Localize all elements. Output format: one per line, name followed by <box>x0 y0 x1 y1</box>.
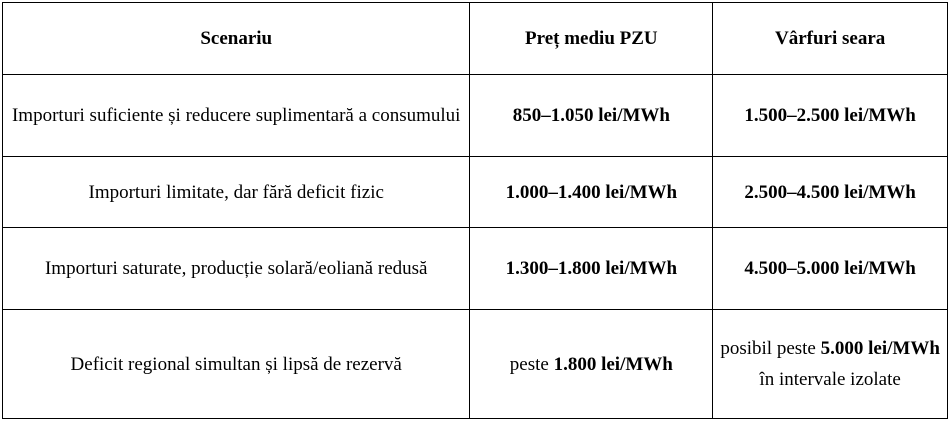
peak-cell: 4.500–5.000 lei/MWh <box>713 228 948 310</box>
peak-cell: 2.500–4.500 lei/MWh <box>713 157 948 228</box>
peak-cell <box>713 310 948 419</box>
price-value: 1.800 lei/MWh <box>553 353 673 375</box>
header-average-price: Preț mediu PZU <box>470 3 713 75</box>
price-cell: 850–1.050 lei/MWh <box>470 75 713 157</box>
price-cell <box>470 310 713 419</box>
price-prefix: peste <box>509 353 554 375</box>
scenario-cell: Importuri limitate, dar fără deficit fizic <box>3 157 470 228</box>
table-row <box>3 157 948 228</box>
scenario-cell: Importuri suficiente și reducere suplimentară a consumului <box>3 75 470 157</box>
price-cell: 1.300–1.800 lei/MWh <box>470 228 713 310</box>
header-evening-peaks: Vârfuri seara <box>713 3 948 75</box>
scenario-cell: Importuri saturate, producție solară/eoliană redusă <box>3 228 470 310</box>
scenario-table <box>2 2 948 419</box>
peak-prefix: posibil peste <box>720 338 821 359</box>
table-row <box>3 75 948 157</box>
scenario-cell: Deficit regional simultan și lipsă de rezervă <box>3 310 470 419</box>
table-row <box>3 310 948 419</box>
table-row <box>3 228 948 310</box>
peak-suffix: în intervale izolate <box>759 369 901 390</box>
peak-cell: 1.500–2.500 lei/MWh <box>713 75 948 157</box>
table-header-row <box>3 3 948 75</box>
header-scenario: Scenariu <box>3 3 470 75</box>
price-cell: 1.000–1.400 lei/MWh <box>470 157 713 228</box>
peak-value: 5.000 lei/MWh <box>820 338 940 359</box>
